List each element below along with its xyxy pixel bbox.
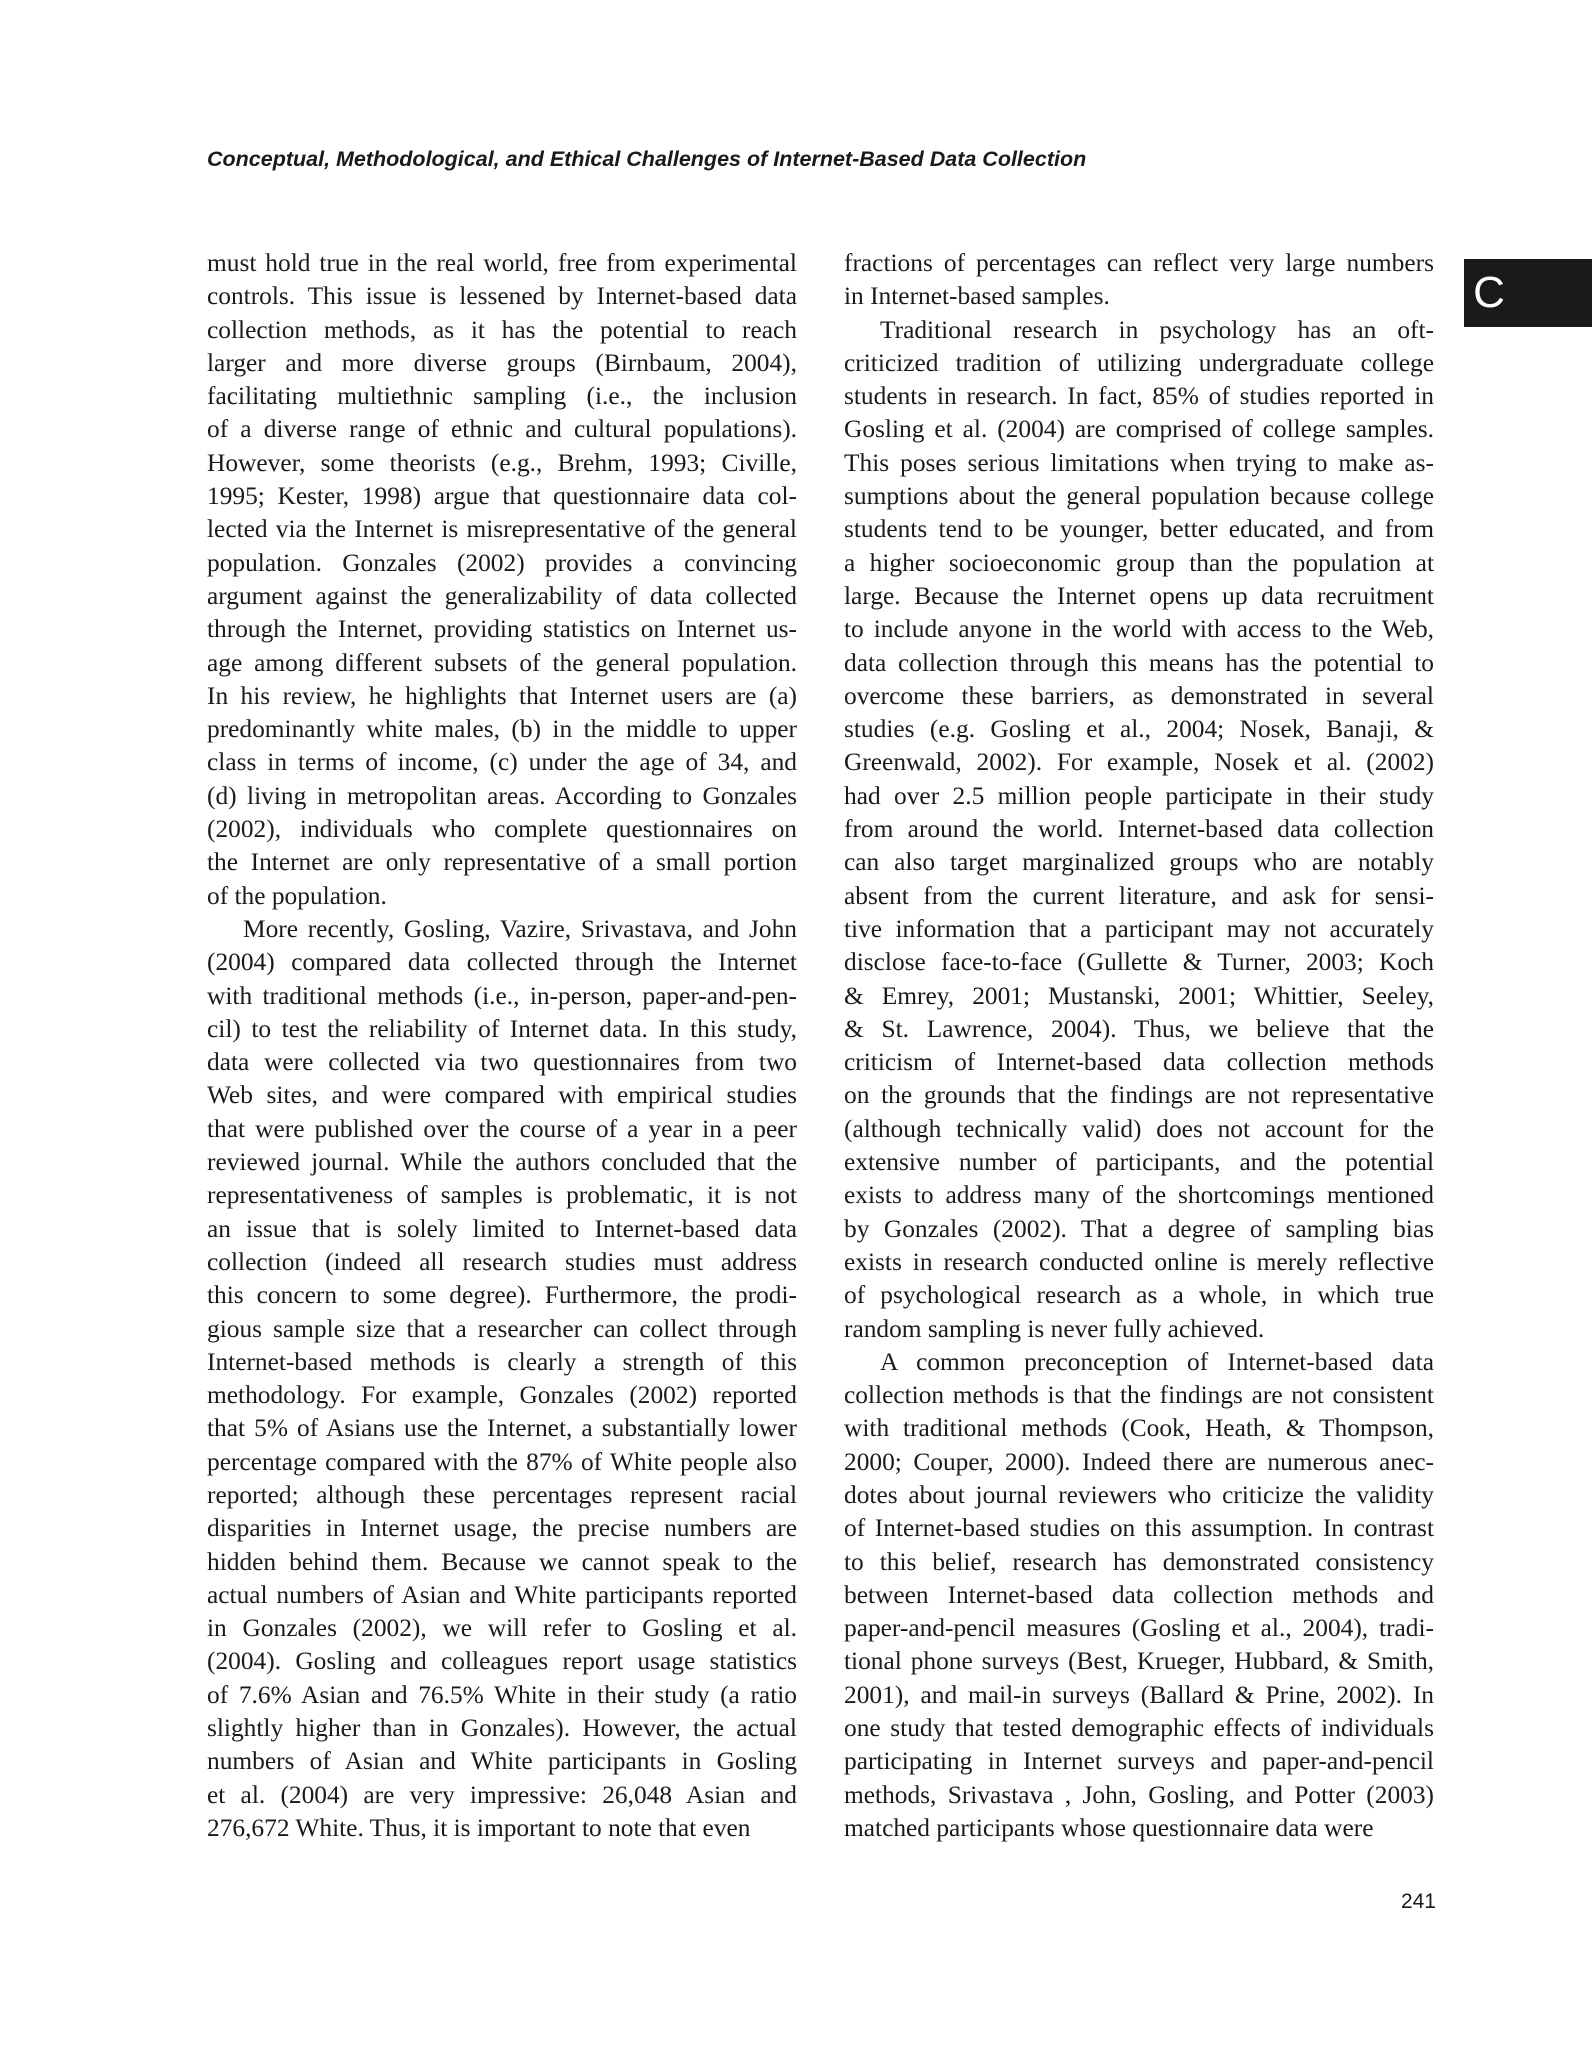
text-line: 1995; Kester, 1998) argue that questionnaire data col- [207,482,797,511]
text-line: (2004). Gosling and colleagues report usage statistics [207,1647,797,1676]
running-head: Conceptual, Methodological, and Ethical Challenges of Internet-Based Data Collection [207,147,1087,171]
left-column [207,247,797,1845]
text-line: gious sample size that a researcher can collect through [207,1314,797,1343]
text-line: with traditional methods (i.e., in-person, paper-and-pen- [207,981,797,1010]
text-line: the Internet are only representative of a small portion [207,848,797,877]
text-line: of psychological research as a whole, in which true [844,1281,1434,1310]
text-line: In his review, he highlights that Internet users are (a) [207,681,797,710]
text-line: data were collected via two questionnaires from two [207,1048,797,1077]
text-line: criticized tradition of utilizing undergraduate college [844,348,1434,377]
text-line: data collection through this means has the potential to [844,648,1434,677]
text-line: 2000; Couper, 2000). Indeed there are numerous anec- [844,1447,1434,1476]
text-line: overcome these barriers, as demonstrated in several [844,681,1434,710]
text-line: (2004) compared data collected through the Internet [207,948,797,977]
text-line: disparities in Internet usage, the precise numbers are [207,1514,797,1543]
text-line: larger and more diverse groups (Birnbaum, 2004), [207,348,797,377]
text-line: one study that tested demographic effects of individuals [844,1714,1434,1743]
text-line: students tend to be younger, better educated, and from [844,515,1434,544]
text-line: numbers of Asian and White participants in Gosling [207,1747,797,1776]
text-line: of the population. [207,881,387,910]
text-line: exists in research conducted online is merely reflective [844,1247,1434,1276]
text-line: disclose face-to-face (Gullette & Turner, 2003; Koch [844,948,1434,977]
text-line: (2002), individuals who complete questionnaires on [207,815,797,844]
text-line: students in research. In fact, 85% of studies reported in [844,382,1434,411]
text-line: large. Because the Internet opens up data recruitment [844,581,1434,610]
text-line: that 5% of Asians use the Internet, a substantially lower [207,1414,797,1443]
text-line: Web sites, and were compared with empirical studies [207,1081,797,1110]
text-line: that were published over the course of a year in a peer [207,1114,797,1143]
text-line: reviewed journal. While the authors concluded that the [207,1148,797,1177]
text-line: to include anyone in the world with access to the Web, [844,615,1434,644]
text-line: between Internet-based data collection methods and [844,1580,1434,1609]
text-line: A common preconception of Internet-based data [880,1347,1434,1376]
text-line: (although technically valid) does not account for the [844,1114,1434,1143]
text-line: exists to address many of the shortcomings mentioned [844,1181,1434,1210]
text-line: Gosling et al. (2004) are comprised of college samples. [844,415,1434,444]
text-line: in Gonzales (2002), we will refer to Gosling et al. [207,1614,797,1643]
text-line: absent from the current literature, and ask for sensi- [844,881,1434,910]
text-line: methods, Srivastava , John, Gosling, and Potter (2003) [844,1780,1434,1809]
text-line: cil) to test the reliability of Internet data. In this study, [207,1014,797,1043]
text-line: extensive number of participants, and the potential [844,1148,1434,1177]
text-line: had over 2.5 million people participate in their study [844,781,1434,810]
text-line: matched participants whose questionnaire data were [844,1813,1374,1842]
text-line: must hold true in the real world, free from experimental [207,249,797,277]
text-line: to this belief, research has demonstrated consistency [844,1547,1434,1576]
text-line: actual numbers of Asian and White participants reported [207,1580,797,1609]
text-line: of a diverse range of ethnic and cultural populations). [207,415,797,444]
text-line: criticism of Internet-based data collection methods [844,1048,1434,1077]
text-line: class in terms of income, (c) under the age of 34, and [207,748,797,777]
text-line: population. Gonzales (2002) provides a convincing [207,548,797,577]
text-line: This poses serious limitations when trying to make as- [844,448,1434,477]
text-line: can also target marginalized groups who are notably [844,848,1434,877]
text-line: dotes about journal reviewers who criticize the validity [844,1480,1434,1509]
text-line: Greenwald, 2002). For example, Nosek et al. (2002) [844,748,1434,777]
text-line: on the grounds that the findings are not representative [844,1081,1434,1110]
text-line: representativeness of samples is problematic, it is not [207,1181,797,1210]
text-line: slightly higher than in Gonzales). However, the actual [207,1714,797,1743]
text-line: of 7.6% Asian and 76.5% White in their study (a ratio [207,1680,797,1709]
text-line: methodology. For example, Gonzales (2002) reported [207,1381,797,1410]
text-line: with traditional methods (Cook, Heath, & Thompson, [844,1414,1434,1443]
text-line: studies (e.g. Gosling et al., 2004; Nosek, Banaji, & [844,715,1434,744]
text-line: fractions of percentages can reflect very large numbers [844,249,1434,277]
text-line: facilitating multiethnic sampling (i.e., the inclusion [207,382,797,411]
text-line: predominantly white males, (b) in the middle to upper [207,715,797,744]
text-line: an issue that is solely limited to Internet-based data [207,1214,797,1243]
text-line: through the Internet, providing statistics on Internet us- [207,615,797,644]
text-line: Internet-based methods is clearly a strength of this [207,1347,797,1376]
text-line: & St. Lawrence, 2004). Thus, we believe that the [844,1014,1434,1043]
text-line: collection methods, as it has the potential to reach [207,315,797,344]
text-line: controls. This issue is lessened by Internet-based data [207,282,797,311]
text-line: More recently, Gosling, Vazire, Srivastava, and John [243,914,797,943]
text-line: tive information that a participant may not accurately [844,914,1434,943]
section-tab-letter: C [1473,268,1505,317]
text-line: this concern to some degree). Furthermore, the prodi- [207,1281,797,1310]
text-line: (d) living in metropolitan areas. According to Gonzales [207,781,797,810]
text-line: 2001), and mail-in surveys (Ballard & Prine, 2002). In [844,1680,1434,1709]
right-column [844,247,1434,1845]
text-line: 276,672 White. Thus, it is important to note that even [207,1813,751,1842]
text-line: collection (indeed all research studies must address [207,1247,797,1276]
text-line: a higher socioeconomic group than the population at [844,548,1434,577]
text-line: hidden behind them. Because we cannot speak to the [207,1547,797,1576]
text-line: from around the world. Internet-based data collection [844,815,1434,844]
text-line: However, some theorists (e.g., Brehm, 1993; Civille, [207,448,797,477]
text-line: by Gonzales (2002). That a degree of sampling bias [844,1214,1434,1243]
text-line: collection methods is that the findings are not consistent [844,1381,1434,1410]
text-line: reported; although these percentages represent racial [207,1480,797,1509]
text-line: paper-and-pencil measures (Gosling et al., 2004), tradi- [844,1614,1434,1643]
text-line: Traditional research in psychology has an oft- [880,315,1434,344]
text-line: argument against the generalizability of data collected [207,581,797,610]
text-line: percentage compared with the 87% of White people also [207,1447,797,1476]
text-line: participating in Internet surveys and paper-and-pencil [844,1747,1434,1776]
text-line: & Emrey, 2001; Mustanski, 2001; Whittier, Seeley, [844,981,1434,1010]
text-line: sumptions about the general population because college [844,482,1434,511]
text-line: in Internet-based samples. [844,282,1110,311]
text-line: age among different subsets of the general population. [207,648,797,677]
text-line: tional phone surveys (Best, Krueger, Hubbard, & Smith, [844,1647,1434,1676]
text-line: of Internet-based studies on this assumption. In contrast [844,1514,1434,1543]
text-line: random sampling is never fully achieved. [844,1314,1265,1343]
text-line: et al. (2004) are very impressive: 26,048 Asian and [207,1780,797,1809]
page-number: 241 [1400,1890,1436,1913]
text-line: lected via the Internet is misrepresentative of the general [207,515,797,544]
